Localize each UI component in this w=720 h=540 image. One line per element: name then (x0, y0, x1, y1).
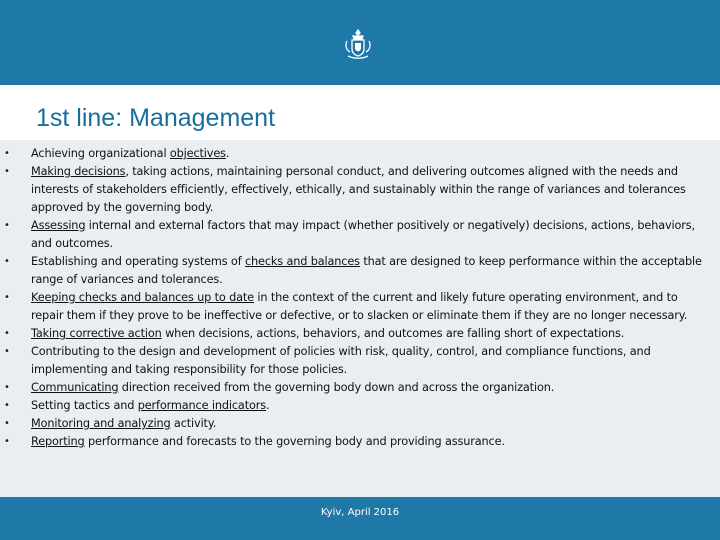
bullet-item (4, 397, 713, 415)
bullet-underlined-term: Keeping checks and balances up to date (31, 291, 254, 304)
bullet-text: direction received from the governing body down and across the organization. (118, 381, 555, 394)
bullet-text: performance and forecasts to the governing body and providing assurance. (84, 435, 505, 448)
bullet-text: activity. (170, 417, 217, 430)
bullet-text: Achieving organizational (31, 147, 170, 160)
bullet-item (4, 379, 713, 397)
bullet-underlined-term: Monitoring and analyzing (31, 417, 171, 430)
bullet-underlined-term: Making decisions (31, 165, 126, 178)
bullet-item (4, 325, 713, 343)
bullet-item (4, 163, 713, 217)
bullet-underlined-term: checks and balances (244, 255, 360, 268)
bullet-dot-icon: • (4, 166, 10, 177)
bullet-list (4, 145, 713, 451)
coat-of-arms-icon (343, 28, 373, 62)
bullet-text: internal and external factors that may impact (whether positively or negatively) decisions, actions, behaviors, and outcomes. (31, 219, 695, 250)
bullet-dot-icon: • (4, 418, 10, 429)
bullet-dot-icon: • (4, 382, 10, 393)
bullet-item (4, 217, 713, 253)
bullet-dot-icon: • (4, 292, 10, 303)
bullet-item (4, 433, 713, 451)
bullet-item (4, 343, 713, 379)
bullet-dot-icon: • (4, 328, 10, 339)
bullet-text: that are designed to keep performance within the acceptable range of variances and tolerances. (31, 255, 702, 286)
bullet-underlined-term: Communicating (31, 381, 119, 394)
bullet-dot-icon: • (4, 256, 10, 267)
bullet-item (4, 415, 713, 433)
bullet-text: Setting tactics and (31, 399, 138, 412)
bullet-underlined-term: objectives (169, 147, 226, 160)
bullet-dot-icon: • (4, 220, 10, 231)
bullet-item (4, 253, 713, 289)
bullet-text: in the context of the current and likely future operating environment, and to repair them if they prove to be ineffective or defective, or to slacken or eliminate them if they are no longer necessary. (31, 291, 688, 322)
bullet-underlined-term: Taking corrective action (31, 327, 162, 340)
bullet-text: Establishing and operating systems of (31, 255, 245, 268)
bullet-underlined-term: performance indicators (137, 399, 266, 412)
bullet-text: , taking actions, maintaining personal conduct, and delivering outcomes aligned with the needs and interests of stakeholders efficiently, effectively, ethically, and sustainably within the range of variances and tolerances approved by the governing body. (31, 165, 686, 214)
bullet-item (4, 289, 713, 325)
bullet-underlined-term: Assessing (31, 219, 86, 232)
bullet-item (4, 145, 713, 163)
bullet-dot-icon: • (4, 436, 10, 447)
bullet-dot-icon: • (4, 148, 10, 159)
bullet-text: . (265, 399, 270, 412)
bullet-text: when decisions, actions, behaviors, and outcomes are falling short of expectations. (161, 327, 625, 340)
footer-date: Kyiv, April 2016 (320, 507, 400, 518)
bullet-dot-icon: • (4, 400, 10, 411)
bullet-dot-icon: • (4, 346, 10, 357)
footer-bar (0, 497, 720, 540)
bullet-underlined-term: Reporting (31, 435, 85, 448)
slide-title: 1st line: Management (36, 104, 276, 132)
bullet-text: . (225, 147, 230, 160)
bullet-text: Contributing to the design and development of policies with risk, quality, control, and compliance functions, and implementing and taking responsibility for those policies. (31, 345, 651, 376)
